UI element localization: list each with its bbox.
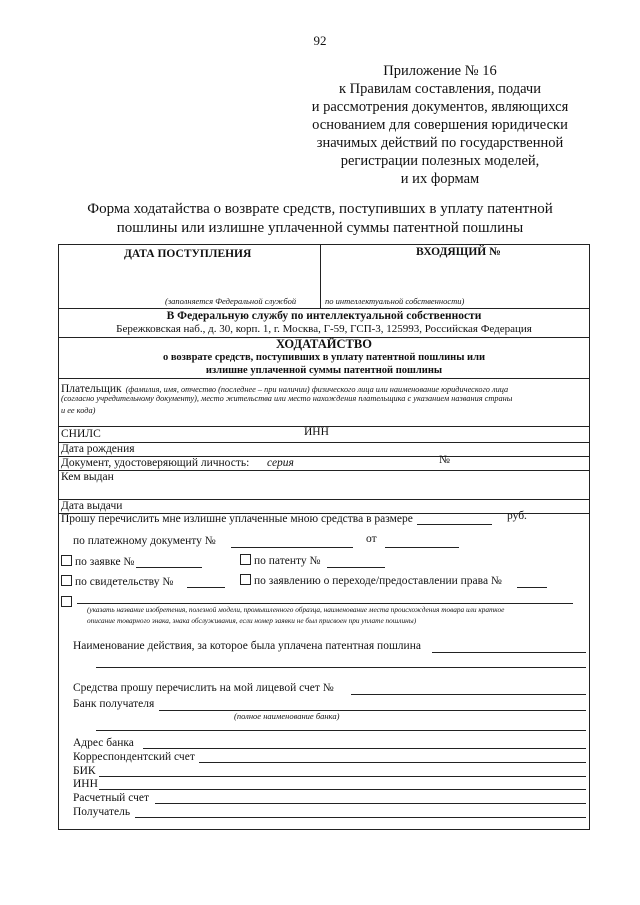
appendix-line: и их формам [400,171,480,187]
number-label: № [439,454,450,466]
addressee-address: Бережковская наб., д. 30, корп. 1, г. Москва, Г-59, ГСП-3, 125993, Российская Федерация [116,323,532,335]
page-number: 92 [313,33,327,48]
payment-doc-label: по платежному документу № [73,535,216,547]
recipient-bank-field[interactable] [159,710,586,711]
application-number-field[interactable] [136,567,202,568]
payment-doc-number-field[interactable] [231,547,353,548]
payer-hint: и ее кода) [61,406,96,415]
divider [59,308,589,309]
corr-account-label: Корреспондентский счет [73,751,195,763]
series-label: серия [267,457,294,469]
id-document-label: Документ, удостоверяющий личность: [61,457,250,469]
certificate-number-field[interactable] [187,587,225,588]
divider [59,442,589,443]
bik-label: БИК [73,765,96,777]
petition-title: ХОДАТАЙСТВО [276,337,372,351]
recipient-label: Получатель [73,806,131,818]
payment-date-field[interactable] [385,547,459,548]
checkbox-certificate[interactable] [61,575,72,586]
birth-date-label: Дата рождения [61,443,135,455]
by-certificate-option[interactable] [61,575,173,588]
transfer-statement-number-field[interactable] [517,587,547,588]
payer-hint: (фамилия, имя, отчество (последнее – при наличии) физического лица или наименование юридического лица [125,385,509,394]
bik-field[interactable] [99,776,586,777]
action-name-field-line2[interactable] [96,667,586,668]
by-patent-option[interactable] [240,554,321,567]
by-application-option[interactable] [61,555,134,568]
header-divider [320,245,321,308]
filled-by-note-left: (заполняется Федеральной службой [165,296,297,306]
by-patent-label: по патенту № [254,555,321,567]
patent-number-field[interactable] [327,567,385,568]
issued-by-label: Кем выдан [61,471,114,483]
corr-account-field[interactable] [199,762,586,763]
filled-by-note-right: по интеллектуальной собственности) [325,296,465,306]
appendix-line: Приложение № 16 [383,63,497,79]
by-certificate-label: по свидетельству № [75,576,174,588]
checkbox-transfer-statement[interactable] [240,574,251,585]
bank-address-field[interactable] [143,748,586,749]
appendix-line: и рассмотрения документов, являющихся [311,99,569,115]
by-transfer-statement-option[interactable] [240,574,502,587]
checkbox-other[interactable] [61,596,72,607]
by-transfer-statement-label: по заявлению о переходе/предоставлении права № [254,575,502,587]
bank-inn-label: ИНН [73,778,98,790]
form-title [60,200,580,238]
issue-date-label: Дата выдачи [61,500,123,512]
recipient-bank-field-line2[interactable] [96,730,586,731]
other-hint: описание товарного знака, знака обслуживания, если номер заявки не был присвоен при уплате пошлины) [87,616,417,625]
by-application-label: по заявке № [75,556,135,568]
payment-date-from-label: от [366,533,377,545]
petition-subtitle: излишне уплаченной суммы патентной пошлины [205,365,443,376]
appendix-line: значимых действий по государственной [316,135,564,151]
bank-inn-field[interactable] [99,789,586,790]
account-request-label: Средства прошу перечислить на мой лицевой счет № [73,682,334,694]
divider [59,499,589,500]
other-option[interactable] [61,596,75,609]
inn-label: ИНН [304,426,329,438]
action-name-label: Наименование действия, за которое была уплачена патентная пошлина [73,640,421,652]
other-hint: (указать название изобретения, полезной модели, промышленного образца, наименование места происхождения товара или краткое [87,605,505,614]
bank-name-hint: (полное наименование банка) [234,711,340,721]
checkbox-application[interactable] [61,555,72,566]
personal-account-field[interactable] [351,694,586,695]
form-title-line: Форма ходатайства о возврате средств, поступивших в уплату патентной [87,201,553,217]
appendix-line: к Правилам составления, подачи [339,81,541,97]
incoming-number-label: ВХОДЯЩИЙ № [416,246,501,258]
checkbox-patent[interactable] [240,554,251,565]
recipient-field[interactable] [135,817,586,818]
appendix-line: регистрации полезных моделей, [340,153,540,169]
form-title-line: пошлины или излишне уплаченной суммы патентной пошлины [116,220,524,236]
recipient-bank-label: Банк получателя [73,698,155,710]
addressee-title: В Федеральную службу по интеллектуальной собственности [166,310,482,322]
payer-label: Плательщик [61,383,122,395]
date-received-label: ДАТА ПОСТУПЛЕНИЯ [124,248,252,260]
snils-label: СНИЛС [61,428,101,440]
refund-request-label: Прошу перечислить мне излишне уплаченные мною средства в размере [61,513,413,525]
settlement-account-field[interactable] [155,803,586,804]
appendix-heading [300,62,580,188]
appendix-line: основанием для совершения юридически [312,117,568,133]
divider [59,470,589,471]
petition-form [58,244,590,830]
currency-label: руб. [507,510,527,522]
petition-subtitle: о возврате средств, поступивших в уплату патентной пошлины или [162,352,486,363]
refund-amount-field[interactable] [417,524,492,525]
bank-address-label: Адрес банка [73,737,134,749]
payer-hint: (согласно учредительному документу), место жительства или место нахождения плательщика с указанием названия страны [61,394,513,403]
settlement-account-label: Расчетный счет [73,792,149,804]
action-name-field[interactable] [432,652,586,653]
